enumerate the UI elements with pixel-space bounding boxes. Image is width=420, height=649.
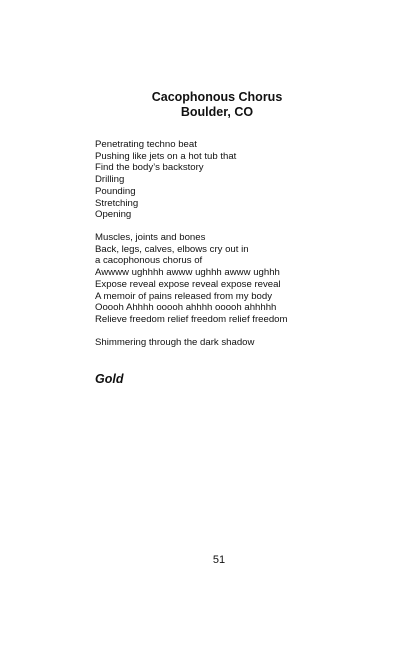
verse-line: Expose reveal expose reveal expose reveal (95, 278, 281, 290)
verse-line: Drilling (95, 174, 125, 186)
verse-line: Pushing like jets on a hot tub that (95, 150, 237, 162)
verse-line: Back, legs, calves, elbows cry out in (95, 243, 249, 255)
verse-line: Awwww ughhhh awww ughhh awww ughhh (95, 267, 280, 279)
stanza-1 (95, 139, 236, 221)
verse-line: Find the body’s backstory (95, 162, 204, 174)
verse-line: Muscles, joints and bones (95, 232, 206, 243)
verse-line: A memoir of pains released from my body (95, 290, 273, 302)
stanza-2 (95, 232, 288, 326)
stanza-3 (95, 337, 254, 349)
verse-line: a cacophonous chorus of (95, 255, 203, 267)
poem-location: Boulder, CO (180, 105, 254, 119)
verse-line: Stretching (95, 197, 139, 209)
next-poem-heading: Gold (95, 372, 124, 386)
verse-line: Opening (95, 209, 132, 221)
verse-line: Shimmering through the dark shadow (95, 337, 255, 348)
verse-line: Pounding (95, 185, 136, 197)
verse-line: Penetrating techno beat (95, 139, 197, 150)
poem-heading (0, 90, 420, 120)
verse-line: Ooooh Ahhhh ooooh ahhhh ooooh ahhhhh (95, 302, 277, 314)
poem-title: Cacophonous Chorus (151, 90, 283, 104)
verse-line: Relieve freedom relief freedom relief freedom (95, 313, 288, 325)
page-number: 51 (212, 554, 226, 566)
